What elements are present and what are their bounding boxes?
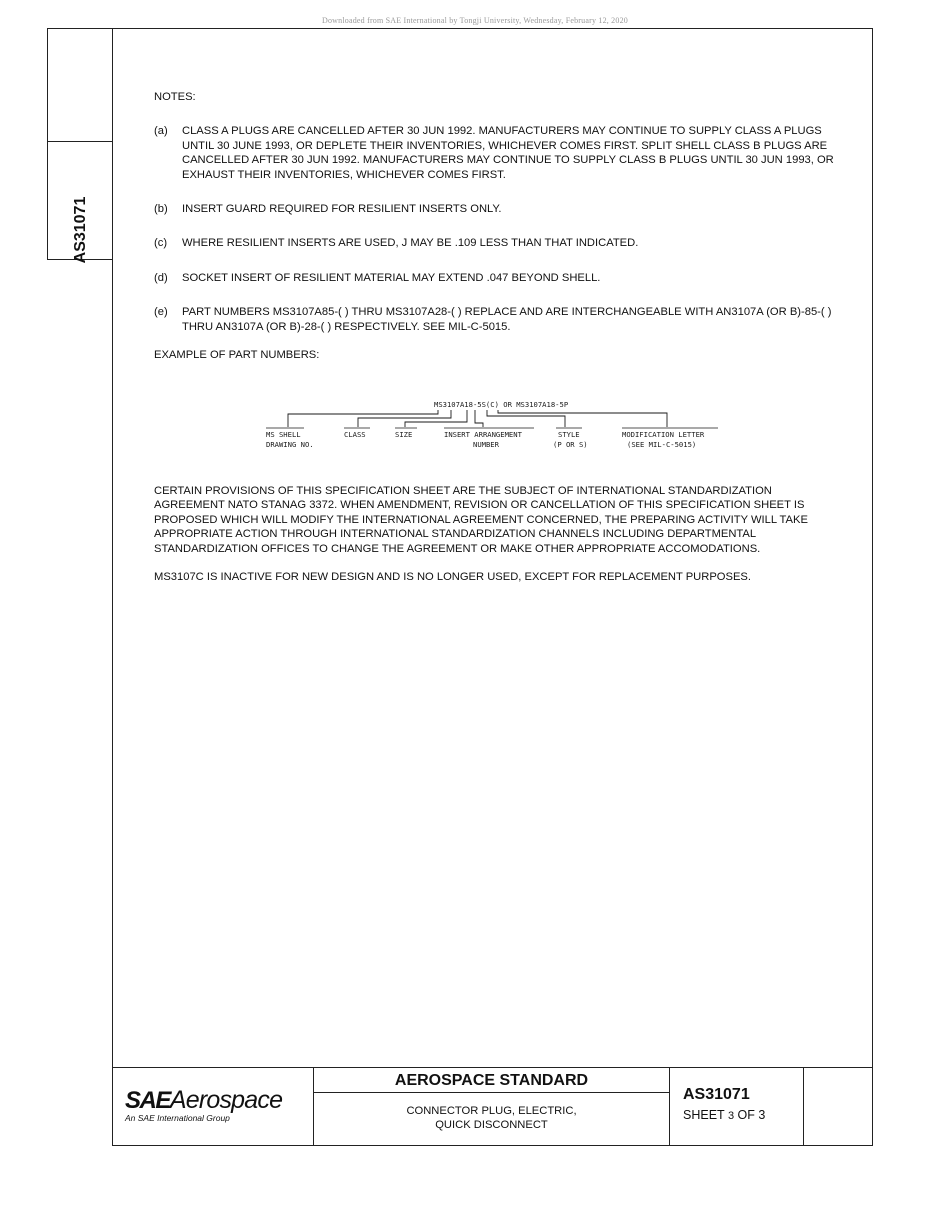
note-d [154,271,844,285]
leader-style [487,410,565,427]
download-watermark: Downloaded from SAE International by Tongji University, Wednesday, February 12, 2020 [322,16,628,25]
diagram-label-drawing-no: DRAWING NO. [266,440,314,449]
note-e [154,305,844,334]
note-label: (b) [154,203,168,216]
note-label: (c) [154,237,168,250]
sheet-info [683,1108,765,1122]
part-number-diagram [262,395,722,460]
sheet-prefix: SHEET [683,1108,725,1122]
document-title [314,1104,669,1132]
diagram-leader-lines [288,410,667,427]
logo-aerospace: Aerospace [169,1086,283,1114]
leader-modification [498,410,667,427]
title-block [112,1067,873,1146]
note-c [154,236,844,250]
diagram-label-number: NUMBER [473,440,499,449]
diagram-label-see-mil: (SEE MIL-C-5015) [627,440,697,449]
sheet-of: OF 3 [737,1108,766,1122]
logo-sae: SAE [125,1087,170,1114]
note-b [154,202,844,216]
sheet-current: 3 [727,1110,735,1122]
diagram-label-modification: MODIFICATION LETTER [622,430,705,439]
title-block-doc-number: AS31071 [683,1086,750,1103]
note-a [154,124,844,182]
provisions-section [154,484,844,598]
diagram-label-size: SIZE [395,430,413,439]
notes-section [154,90,844,362]
diagram-label-insert: INSERT ARRANGEMENT [444,430,522,439]
leader-class [358,410,451,427]
sae-aerospace-logo [125,1086,282,1123]
note-text: SOCKET INSERT OF RESILIENT MATERIAL MAY EXTEND .047 BEYOND SHELL. [182,271,601,284]
note-text: CLASS A PLUGS ARE CANCELLED AFTER 30 JUN 1992. MANUFACTURERS MAY CONTINUE TO SUPPLY CLASS A PLUGS UNTIL 30 JUNE 1993, OR DEPLETE THEIR INVENTORIES, WHICHEVER COMES FIRST. SPLIT SHELL CLASS B PLUGS ARE CANCELLED AFTER 30 JUN 1992. MANUFACTURERS MAY CONTINUE TO SUPPLY CLASS B PLUGS UNTIL 30 JUN 1993, OR EXHAUST THEIR INVENTORIES, WHICHEVER COMES FIRST. [182,125,834,181]
provisions-paragraph: CERTAIN PROVISIONS OF THIS SPECIFICATION SHEET ARE THE SUBJECT OF INTERNATIONAL STANDARDIZATION AGREEMENT NATO STANAG 3372. WHEN AMENDMENT, REVISION OR CANCELLATION OF THIS SPECIFICATION SHEET IS PROPOSED WHICH WILL MODIFY THE INTERNATIONAL AGREEMENT CONCERNED, THE PREPARING ACTIVITY WILL TAKE APPROPRIATE ACTION THROUGH INTERNATIONAL STANDARDIZATION CHANNELS INCLUDING DEPARTMENTAL STANDARDIZATION OFFICES TO CHANGE THE AGREEMENT OR MAKE OTHER APPROPRIATE ACCOMODATIONS. [154,485,808,555]
notes-heading: NOTES: [154,91,196,103]
leader-insert [475,410,483,427]
diagram-label-ms-shell: MS SHELL [266,430,301,439]
diagram-label-class: CLASS [344,430,366,439]
side-tab [47,28,112,264]
side-tab-doc-number: AS31071 [72,196,89,264]
logo-subtitle: An SAE International Group [125,1113,230,1123]
diagram-part-number: MS3107A18-5S(C) OR MS3107A18-5P [434,400,569,409]
note-label: (d) [154,271,168,284]
title-block-middle [313,1068,670,1146]
note-text: INSERT GUARD REQUIRED FOR RESILIENT INSERTS ONLY. [182,203,502,216]
title-block-right [670,1068,804,1146]
diagram-label-style: STYLE [558,430,580,439]
diagram-label-p-or-s: (P OR S) [553,440,588,449]
leader-size [405,410,467,427]
title-block-logo-cell [112,1068,313,1146]
leader-ms-shell [288,410,438,427]
note-label: (a) [154,125,168,138]
note-text: PART NUMBERS MS3107A85-( ) THRU MS3107A28-( ) REPLACE AND ARE INTERCHANGEABLE WITH AN3107A (OR B)-85-( ) THRU AN3107A (OR B)-28-( ) RESPECTIVELY. SEE MIL-C-5015. [182,306,832,333]
note-text: WHERE RESILIENT INSERTS ARE USED, J MAY BE .109 LESS THAN THAT INDICATED. [182,237,639,250]
side-tab-divider [48,141,113,142]
document-title-line2: QUICK DISCONNECT [435,1119,548,1131]
standard-type: AEROSPACE STANDARD [314,1068,669,1093]
inactive-paragraph: MS3107C IS INACTIVE FOR NEW DESIGN AND IS NO LONGER USED, EXCEPT FOR REPLACEMENT PURPOSES. [154,571,752,584]
example-heading: EXAMPLE OF PART NUMBERS: [154,349,320,362]
note-label: (e) [154,306,168,319]
document-title-line1: CONNECTOR PLUG, ELECTRIC, [406,1105,577,1117]
